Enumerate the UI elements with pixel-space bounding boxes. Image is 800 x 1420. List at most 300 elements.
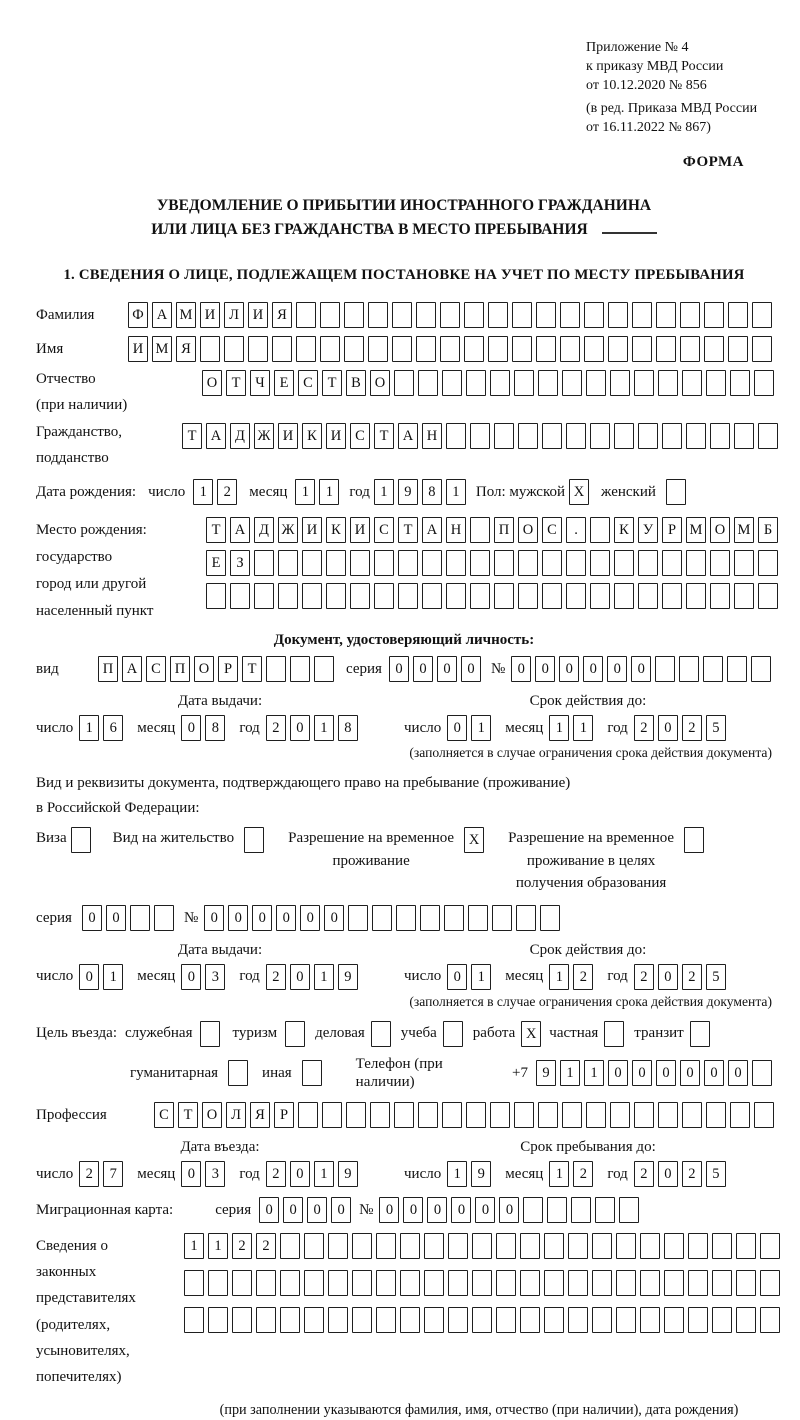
citizenship-label [36,423,182,468]
char-box [154,905,174,931]
char-box [446,550,466,576]
char-box [616,1307,636,1333]
char-box [394,370,414,396]
option-temp-residence-label [288,827,454,872]
char-box [586,370,606,396]
char-box: Ж [254,423,274,449]
char-box: 0 [658,964,678,990]
doc-kind-label: вид [36,660,59,677]
char-box: 0 [379,1197,399,1223]
char-box [703,656,723,682]
option-temp-residence-edu [508,827,704,895]
char-box [228,1060,248,1086]
char-box: X [569,479,589,505]
char-box [326,583,346,609]
char-box [586,1102,606,1128]
char-box [592,1233,612,1259]
char-box: 2 [79,1161,99,1187]
char-box: Д [254,517,274,543]
day-word: число [404,719,442,736]
char-box [400,1233,420,1259]
char-box: П [494,517,514,543]
char-box: 0 [728,1060,748,1086]
char-box [686,423,706,449]
stay-year-boxes [634,1161,726,1187]
char-box: . [566,517,586,543]
char-box [352,1307,372,1333]
char-box [568,1233,588,1259]
char-box [232,1307,252,1333]
representatives-label-line3: представителях [36,1290,136,1307]
representatives-row1-boxes [184,1233,780,1259]
valid-day-boxes [447,715,491,741]
char-box: 1 [319,479,339,505]
year-word: год [239,1165,260,1182]
residence-issue-year-boxes [266,964,358,990]
char-box [614,423,634,449]
char-box [584,336,604,362]
char-box [538,1102,558,1128]
option-temp-residence-edu-line3: получения образования [515,875,667,892]
char-box [368,336,388,362]
char-box [492,905,512,931]
char-box [254,550,274,576]
char-box: 1 [560,1060,580,1086]
option-residence-permit-checkbox [244,827,264,853]
char-box: 0 [181,964,201,990]
char-box [664,1270,684,1296]
char-box [422,583,442,609]
char-box: 0 [283,1197,303,1223]
char-box [266,656,286,682]
residence-doc-intro-line2: в Российской Федерации: [36,799,200,816]
char-box [590,423,610,449]
char-box [488,302,508,328]
char-box: Я [250,1102,270,1128]
char-box [376,1270,396,1296]
char-box [352,1270,372,1296]
char-box [640,1270,660,1296]
char-box: Р [274,1102,294,1128]
char-box: 2 [266,964,286,990]
char-box [518,423,538,449]
option-visa [36,827,91,853]
char-box [496,1233,516,1259]
char-box [736,1307,756,1333]
char-box [400,1270,420,1296]
option-tourism-checkbox [285,1021,305,1047]
identity-valid-block [404,692,772,762]
char-box [420,905,440,931]
profession-row [36,1102,772,1128]
annex-line: от 10.12.2020 № 856 [586,78,707,94]
birth-place-label [36,517,206,625]
char-box [562,1102,582,1128]
char-box: 1 [549,964,569,990]
char-box [706,1102,726,1128]
char-box [547,1197,567,1223]
representatives-row [36,1233,772,1391]
char-box: 0 [658,715,678,741]
char-box [608,302,628,328]
profession-label: Профессия [36,1106,107,1123]
birth-date-label: Дата рождения: [36,484,137,501]
char-box [590,550,610,576]
char-box [540,905,560,931]
char-box [394,1102,414,1128]
char-box [248,336,268,362]
char-box [710,583,730,609]
char-box: X [521,1021,541,1047]
residence-valid-year-boxes [634,964,726,990]
char-box [514,1102,534,1128]
option-other-label: иная [262,1065,292,1082]
char-box: М [734,517,754,543]
stay-month-boxes [549,1161,593,1187]
option-work-checkbox [521,1021,541,1047]
char-box [442,1102,462,1128]
issue-year-boxes [266,715,358,741]
char-box [734,550,754,576]
char-box: В [346,370,366,396]
representatives-label [36,1233,184,1391]
char-box [416,336,436,362]
char-box [592,1307,612,1333]
char-box: 8 [205,715,225,741]
surname-row [36,302,772,328]
representatives-boxes [184,1233,780,1333]
char-box: 0 [658,1161,678,1187]
gender-female-label: женский [601,484,656,501]
char-box [684,827,704,853]
char-box [348,905,368,931]
identity-doc-kind-row [36,656,772,682]
month-word: месяц [505,1165,544,1182]
char-box: 2 [266,1161,286,1187]
char-box: А [422,517,442,543]
char-box [758,550,778,576]
char-box [727,656,747,682]
char-box [542,550,562,576]
char-box [488,336,508,362]
char-box [470,550,490,576]
char-box: 9 [338,1161,358,1187]
char-box: 0 [389,656,409,682]
char-box [448,1307,468,1333]
char-box [446,583,466,609]
char-box: 1 [208,1233,228,1259]
valid-month-boxes [549,715,593,741]
char-box [466,370,486,396]
char-box: 1 [103,964,123,990]
char-box: П [170,656,190,682]
char-box [440,336,460,362]
char-box [656,302,676,328]
char-box: 1 [446,479,466,505]
char-box: 9 [338,964,358,990]
char-box [278,550,298,576]
purpose-row [36,1021,772,1047]
char-box [734,423,754,449]
char-box: М [176,302,196,328]
identity-doc-dates [36,692,772,762]
char-box: Р [662,517,682,543]
char-box [296,302,316,328]
entry-date-group [36,1161,404,1187]
valid-until-heading: Срок действия до: [529,941,647,958]
char-box: 8 [338,715,358,741]
char-box: Н [446,517,466,543]
char-box: 0 [583,656,603,682]
char-box [290,656,310,682]
char-box: Л [224,302,244,328]
patronymic-label [36,370,202,415]
char-box: Т [322,370,342,396]
char-box [662,423,682,449]
representatives-label-line2: законных [36,1264,97,1281]
char-box: 1 [79,715,99,741]
residence-valid-month-boxes [549,964,593,990]
option-temp-residence-edu-line1: Разрешение на временное [508,830,675,847]
char-box: 5 [706,964,726,990]
char-box [448,1270,468,1296]
char-box: 0 [447,715,467,741]
char-box [256,1307,276,1333]
month-word: месяц [249,484,288,501]
char-box [712,1233,732,1259]
form-title [36,194,772,242]
char-box [468,905,488,931]
char-box: Е [206,550,226,576]
char-box: 0 [608,1060,628,1086]
blank-underline [602,219,657,234]
char-box [704,336,724,362]
month-word: месяц [505,968,544,985]
char-box [444,905,464,931]
char-box: Ч [250,370,270,396]
char-box [666,479,686,505]
char-box: 0 [181,1161,201,1187]
option-visa-checkbox [71,827,91,853]
char-box: 2 [232,1233,252,1259]
valid-until-heading: Срок действия до: [529,693,647,710]
stay-until-group [404,1161,772,1187]
char-box: Р [218,656,238,682]
char-box [224,336,244,362]
citizenship-label-line2: подданство [36,449,109,466]
char-box: 0 [290,964,310,990]
option-temp-residence-line2: проживание [332,852,410,869]
patronymic-boxes [202,370,774,396]
char-box [208,1270,228,1296]
char-box [566,583,586,609]
char-box: 9 [398,479,418,505]
gender-male-checkbox [569,479,589,505]
birth-place-row1-boxes [206,517,778,543]
year-word: год [607,1165,628,1182]
surname-boxes [128,302,772,328]
mc-number-label: № [359,1201,374,1218]
char-box [490,1102,510,1128]
char-box [200,1021,220,1047]
char-box: 0 [461,656,481,682]
char-box: Т [182,423,202,449]
char-box: 0 [252,905,272,931]
char-box: 0 [447,964,467,990]
birth-month-boxes [295,479,339,505]
birth-date-row [36,479,772,505]
char-box: X [464,827,484,853]
residence-doc-options [36,827,772,895]
char-box: 2 [634,1161,654,1187]
patronymic-row [36,370,772,415]
entry-month-boxes [181,1161,225,1187]
char-box: И [128,336,148,362]
year-word: год [607,968,628,985]
char-box [640,1307,660,1333]
char-box: 2 [256,1233,276,1259]
char-box [400,1307,420,1333]
option-temp-residence [288,827,484,872]
char-box: 6 [103,715,123,741]
char-box: 8 [422,479,442,505]
char-box [751,656,771,682]
char-box: А [230,517,250,543]
char-box [440,302,460,328]
char-box [658,1102,678,1128]
char-box: 0 [680,1060,700,1086]
char-box [418,1102,438,1128]
option-temp-residence-edu-line2: проживание в целях [526,852,656,869]
char-box [682,1102,702,1128]
identity-doc-heading: Документ, удостоверяющий личность: [273,632,535,649]
char-box [760,1233,780,1259]
purpose-label: Цель въезда: [36,1025,117,1042]
char-box [278,583,298,609]
char-box [464,302,484,328]
option-humanitarian-label: гуманитарная [130,1065,219,1082]
char-box [304,1270,324,1296]
char-box [280,1270,300,1296]
char-box: И [302,517,322,543]
char-box [760,1270,780,1296]
char-box: 1 [314,1161,334,1187]
char-box: Т [242,656,262,682]
char-box [728,336,748,362]
char-box [710,550,730,576]
char-box [470,583,490,609]
char-box: 0 [181,715,201,741]
char-box [562,370,582,396]
char-box: 0 [307,1197,327,1223]
char-box: Т [206,517,226,543]
char-box: С [542,517,562,543]
mc-series-label: серия [215,1201,252,1218]
char-box: 0 [437,656,457,682]
char-box [272,336,292,362]
char-box [304,1307,324,1333]
doc-number-boxes [511,656,771,682]
char-box [679,656,699,682]
year-word: год [349,484,370,501]
char-box [398,583,418,609]
char-box [200,336,220,362]
char-box [752,302,772,328]
surname-label: Фамилия [36,307,95,324]
residence-doc-series-row [36,905,772,931]
char-box [302,583,322,609]
char-box [706,370,726,396]
char-box: К [326,517,346,543]
char-box: 0 [427,1197,447,1223]
char-box: 2 [634,715,654,741]
char-box [610,1102,630,1128]
char-box: 1 [314,715,334,741]
char-box [396,905,416,931]
char-box [592,1270,612,1296]
char-box: 1 [471,715,491,741]
char-box [422,550,442,576]
birth-year-boxes [374,479,466,505]
char-box: 0 [331,1197,351,1223]
char-box [346,1102,366,1128]
doc-series-boxes [389,656,481,682]
char-box [523,1197,543,1223]
option-transit-label: транзит [634,1025,684,1042]
char-box: 5 [706,1161,726,1187]
representatives-label-line6: попечителях) [36,1369,122,1386]
birth-place-label-line2: государство [36,549,113,566]
gender-label: Пол: мужской [475,484,566,501]
char-box: 0 [632,1060,652,1086]
doc-kind-boxes [98,656,334,682]
char-box [424,1307,444,1333]
char-box [584,302,604,328]
option-transit-checkbox [690,1021,710,1047]
char-box: О [370,370,390,396]
char-box: 0 [631,656,651,682]
char-box: 0 [290,715,310,741]
char-box [638,423,658,449]
month-word: месяц [137,1165,176,1182]
char-box [614,583,634,609]
char-box: 0 [276,905,296,931]
char-box [616,1270,636,1296]
char-box [448,1233,468,1259]
char-box: 9 [471,1161,491,1187]
char-box: 1 [193,479,213,505]
option-visa-label: Виза [36,830,67,847]
stay-until-heading: Срок пребывания до: [520,1139,656,1156]
option-other-checkbox [302,1060,322,1086]
char-box [752,1060,772,1086]
mc-number-boxes [379,1197,639,1223]
char-box [710,423,730,449]
forma-label: ФОРМА [682,154,744,171]
char-box: 2 [682,964,702,990]
char-box [658,370,678,396]
option-business-label: деловая [315,1025,365,1042]
char-box [712,1270,732,1296]
char-box [568,1307,588,1333]
char-box: 2 [573,964,593,990]
char-box [372,905,392,931]
option-temp-residence-line1: Разрешение на временное [288,830,455,847]
representatives-label-line1: Сведения о [36,1237,108,1254]
char-box: М [152,336,172,362]
residence-doc-dates [36,941,772,1011]
char-box [232,1270,252,1296]
